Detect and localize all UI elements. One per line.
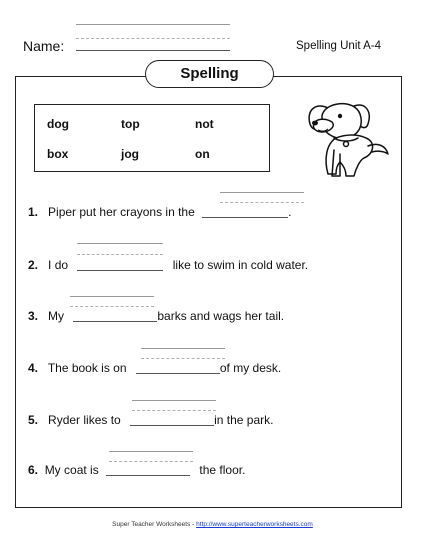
answer-blank-3[interactable] [73, 310, 157, 320]
question-text-before: Piper put her crayons in the [48, 205, 195, 219]
guide-line [109, 461, 193, 462]
question-number: 6. [28, 463, 39, 477]
footer-text: Super Teacher Worksheets - [112, 521, 197, 528]
guide-line [70, 296, 154, 297]
worksheet-title: Spelling [145, 60, 274, 88]
question-text-before: Ryder likes to [48, 413, 121, 427]
question-6 [28, 463, 245, 477]
guide-line [220, 202, 304, 203]
question-text-after: . [288, 205, 292, 219]
question-text-before: My [48, 309, 65, 323]
question-text-after: in the park. [214, 413, 274, 427]
question-number: 3. [28, 309, 39, 323]
question-number: 1. [28, 205, 39, 219]
guide-line [77, 254, 163, 255]
word-bank-item: on [195, 147, 210, 161]
guide-line [132, 400, 216, 401]
question-text-before: I do [48, 258, 69, 272]
guide-line [70, 306, 154, 307]
word-bank-item: not [195, 117, 214, 131]
dog-illustration [296, 94, 394, 184]
footer-link[interactable]: http://www.superteacherworksheets.com [196, 521, 313, 528]
answer-blank-1[interactable] [202, 206, 288, 216]
question-text-after: of my desk. [219, 361, 282, 375]
question-2 [28, 258, 308, 272]
word-bank-item: jog [121, 147, 139, 161]
question-text-after: the floor. [199, 463, 246, 477]
question-text-after: barks and wags her tail. [157, 309, 285, 323]
word-bank-item: dog [47, 117, 69, 131]
unit-label: Spelling Unit A-4 [296, 40, 382, 52]
guide-line [220, 192, 304, 193]
question-text-after: like to swim in cold water. [172, 258, 309, 272]
name-label: Name: [23, 38, 65, 54]
question-number: 5. [28, 413, 39, 427]
answer-blank-2[interactable] [77, 259, 163, 269]
guide-line [132, 410, 216, 411]
question-text-before: My coat is [44, 463, 99, 477]
answer-blank-5[interactable] [130, 414, 214, 424]
question-3 [28, 309, 284, 323]
guide-line [109, 451, 193, 452]
name-field[interactable] [76, 24, 230, 51]
footer [0, 521, 425, 528]
guide-line [77, 243, 163, 244]
guide-line [141, 348, 225, 349]
word-bank [34, 104, 270, 172]
question-1 [28, 205, 291, 219]
question-number: 2. [28, 258, 39, 272]
word-bank-item: box [47, 147, 69, 161]
question-4 [28, 361, 281, 375]
question-5 [28, 413, 273, 427]
answer-blank-6[interactable] [106, 464, 190, 474]
guide-line [141, 358, 225, 359]
answer-blank-4[interactable] [136, 362, 220, 372]
question-number: 4. [28, 361, 39, 375]
word-bank-item: top [121, 117, 140, 131]
question-text-before: The book is on [47, 361, 127, 375]
